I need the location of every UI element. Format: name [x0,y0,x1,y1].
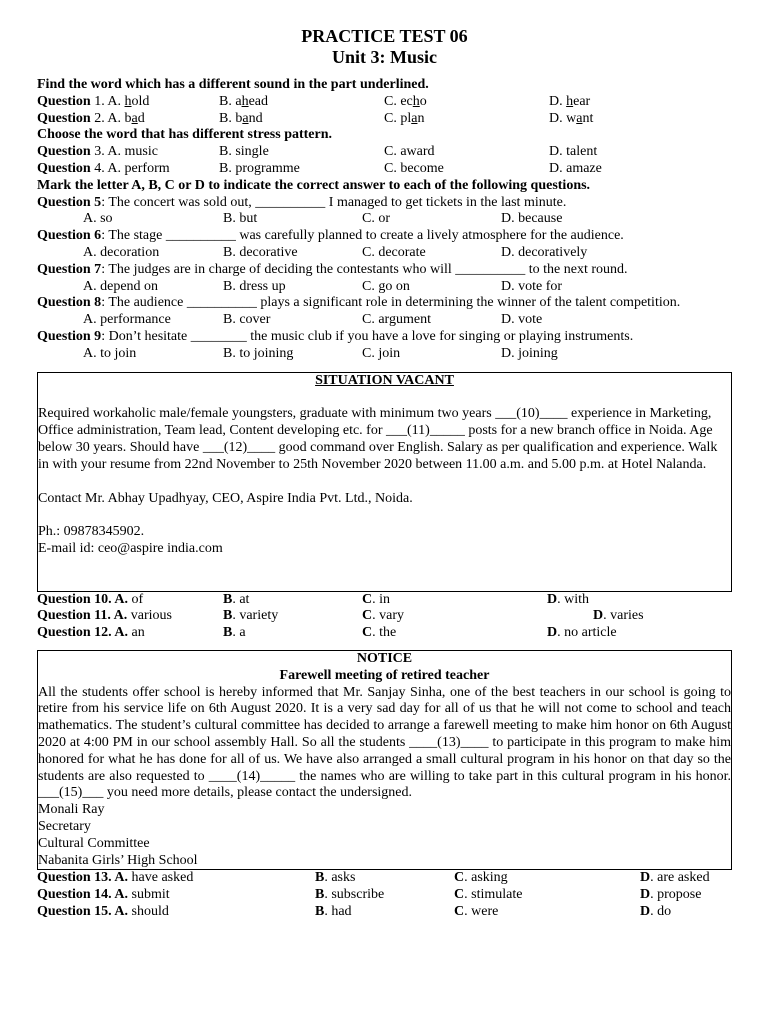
option-b: B. ahead [219,93,268,109]
instruction-pronunciation: Find the word which has a different sound in the part underlined. [37,77,429,92]
option-d: D. want [549,110,594,126]
signature-school: Nabanita Girls’ High School [38,852,198,868]
question-1: Question 1. A. hold B. ahead C. echo D. hear [37,93,591,109]
option-d: D. vote for [501,278,563,294]
option-d: D. vote [501,312,543,328]
question-6: Question 6: The stage __________ was carefully planned to create a lively atmosphere for the audience. [37,228,624,244]
question-7: Question 7: The judges are in charge of deciding the contestants who will __________ to the next round. [37,261,628,277]
email-line: E-mail id: ceo@aspire india.com [38,541,223,557]
question-9-options [37,346,732,363]
option-d: D. with [547,591,590,607]
question-label: Question [37,160,91,176]
question-8-options [37,312,732,329]
option-c: C. plan [384,110,425,126]
notice-subheading: Farewell meeting of retired teacher [279,667,490,683]
option-c: C. were [454,903,499,919]
phone-line: Ph.: 09878345902. [38,524,145,540]
question-label: Question [37,93,91,109]
notice-body: All the students offer school is hereby informed that Mr. Sanjay Sinha, one of the best teachers in our school is going to retire from his service life on 6th August 2020. It is a very sad day for all of us that he will not come to school and teach mathematics. The student’s cultural committee has decided to arrange a farewell meeting to make him honor on 6th August 2020 at 4:00 PM in our school assembly Hall. So all the students ____(13)____ to participate in this program to make him honored for what he has done for all of us. We have also arranged a small cultural program in his honor on that day so the students are also requested to ____(14)_____ the names who are willing to take part in this cultural program in his honor. ___(15)___ you need more details, please contact the undersigned. [38,684,731,801]
page-title: PRACTICE TEST 06 [301,26,468,46]
option-d: D. no article [547,625,617,641]
question-13: Question 13. A. have asked B. asks C. asking D. are asked [37,870,710,886]
notice-box [37,650,732,870]
option-b: B. band [219,110,263,126]
option-d: D. varies [593,608,644,624]
option-c: C. the [362,625,397,641]
signature-name: Monali Ray [38,802,105,818]
option-d: D. do [640,903,672,919]
option-d: D. decoratively [501,244,588,260]
option-b: B. but [223,211,258,227]
question-10: Question 10. A. of B. at C. in D. with [37,591,590,607]
option-a: A. so [83,211,113,227]
question-4: Question 4. A. perform B. programme C. become D. amaze [37,160,602,176]
signature-committee: Cultural Committee [38,835,150,851]
option-b: B. single [219,144,269,160]
option-d: D. talent [549,144,598,160]
question-15: Question 15. A. should B. had C. were D. do [37,903,672,919]
option-b: B. to joining [223,345,294,361]
option-d: D. joining [501,345,558,361]
option-b: B. programme [219,160,300,176]
option-b: B. at [223,591,250,607]
option-a: A. depend on [83,278,159,294]
option-c: C. in [362,591,391,607]
option-c: C. join [362,345,401,361]
option-c: C. go on [362,278,410,294]
situation-vacant-body: Required workaholic male/female youngsters, graduate with minimum two years ___(10)____ experience in Marketing, Office administration, Team lead, Content developing etc. for ___(11)_____ posts for a new branch office in Noida. Age below 30 years. Should have ___(12)____ good command over English. Salary as per qualification and experience. Walk in with your resume from 22nd November to 25th November 2020 between 11.00 a.m. and 5.00 p.m. at Hotel Nalanda. [38,406,718,472]
question-5-options [37,211,732,228]
instruction-stress: Choose the word that has different stress pattern. [37,127,333,143]
question-6-options [37,245,732,262]
option-a: A. decoration [83,244,160,260]
option-c: C. asking [454,870,508,886]
question-8: Question 8: The audience __________ plays a significant role in determining the winner of the talent competition. [37,295,681,311]
worksheet [37,26,732,921]
option-d: D. because [501,211,563,227]
question-3: Question 3. A. music B. single C. award D. talent [37,144,598,160]
option-b: B. asks [315,870,356,886]
option-a: A. to join [83,345,137,361]
option-c: C. stimulate [454,887,523,903]
option-c: C. become [384,160,444,176]
option-b: B. subscribe [315,887,385,903]
question-label: Question [37,144,91,160]
option-b: B. had [315,903,352,919]
option-d: D. are asked [640,870,710,886]
contact-line: Contact Mr. Abhay Upadhyay, CEO, Aspire India Pvt. Ltd., Noida. [38,490,413,506]
situation-vacant-box [37,372,732,592]
option-a: A. performance [83,312,171,328]
question-9: Question 9: Don’t hesitate ________ the music club if you have a love for singing or playing instruments. [37,328,634,344]
option-d: D. hear [549,93,591,109]
signature-role: Secretary [38,818,91,834]
option-b: B. cover [223,312,271,328]
question-11: Question 11. A. various B. variety C. vary D. varies [37,608,644,624]
option-b: B. decorative [223,244,298,260]
option-c: C. award [384,144,435,160]
option-c: C. decorate [362,244,426,260]
option-d: D. amaze [549,160,602,176]
option-c: C. or [362,211,390,227]
situation-vacant-heading: SITUATION VACANT [315,372,454,388]
question-label: Question [37,110,91,126]
question-14: Question 14. A. submit B. subscribe C. stimulate D. propose [37,887,702,903]
question-2: Question 2. A. bad B. band C. plan D. want [37,110,594,126]
option-c: C. vary [362,608,405,624]
instruction-multiple-choice: Mark the letter A, B, C or D to indicate the correct answer to each of the following questions. [37,177,591,193]
option-b: B. variety [223,608,279,624]
option-b: B. dress up [223,278,286,294]
option-c: C. argument [362,312,431,328]
option-c: C. echo [384,93,427,109]
question-5: Question 5: The concert was sold out, __________ I managed to get tickets in the last minute. [37,194,567,210]
page-subtitle: Unit 3: Music [332,47,437,67]
question-7-options [37,279,732,296]
option-d: D. propose [640,887,702,903]
notice-heading: NOTICE [356,650,413,666]
option-b: B. a [223,625,246,641]
question-12: Question 12. A. an B. a C. the D. no article [37,625,617,641]
